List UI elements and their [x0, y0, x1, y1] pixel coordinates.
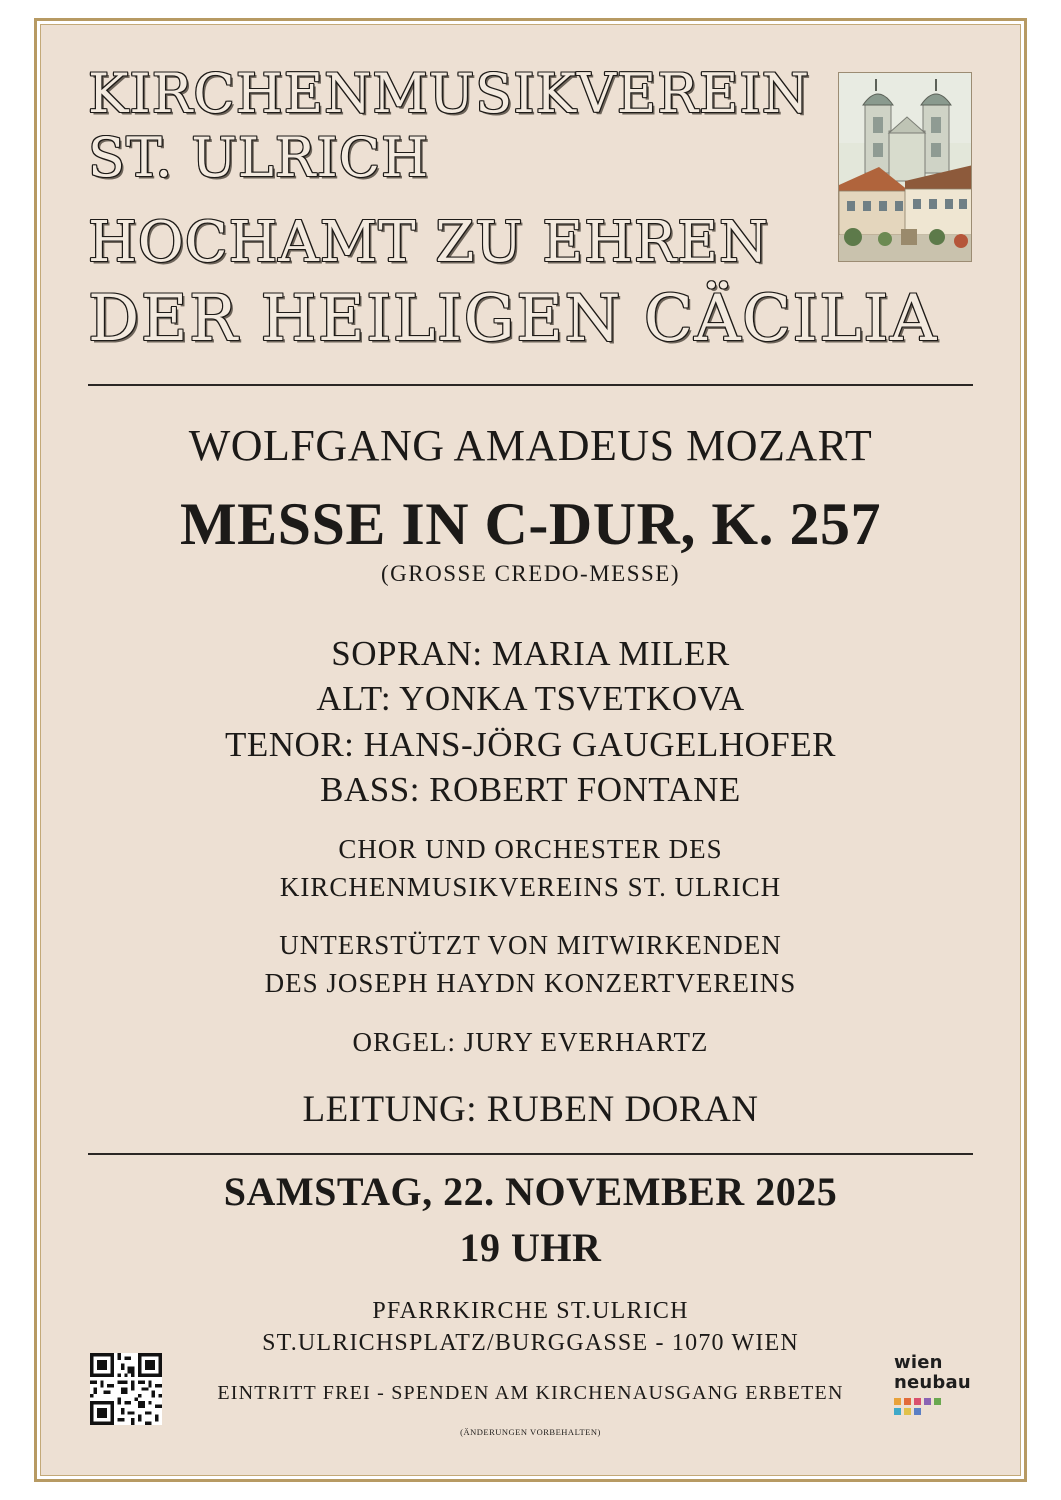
- venue-address: ST.ULRICHSPLATZ/BURGGASSE - 1070 WIEN: [262, 1330, 799, 1356]
- club-name-line2: ST. ULRICH: [88, 126, 430, 189]
- logo-square: [894, 1408, 901, 1415]
- soloist-soprano: SOPRAN: MARIA MILER: [331, 634, 730, 673]
- club-name-line1: KIRCHENMUSIKVEREIN: [88, 62, 810, 125]
- logo-square: [894, 1398, 901, 1405]
- support-line2: DES JOSEPH HAYDN KONZERTVEREINS: [264, 968, 797, 998]
- event-title-line1: HOCHAMT ZU EHREN: [88, 210, 770, 275]
- qr-code[interactable]: [90, 1353, 162, 1425]
- work-subtitle: (GROSSE CREDO-MESSE): [380, 561, 680, 586]
- organist: ORGEL: JURY EVERHARTZ: [352, 1027, 709, 1057]
- church-painting: [838, 72, 972, 262]
- choir-line1: CHOR UND ORCHESTER DES: [338, 834, 723, 864]
- soloist-bass: BASS: ROBERT FONTANE: [320, 770, 741, 809]
- event-title-line2: DER HEILIGEN CÄCILIA: [88, 282, 938, 356]
- soloist-tenor: TENOR: HANS-JÖRG GAUGELHOFER: [225, 725, 836, 764]
- venue-name: PFARRKIRCHE ST.ULRICH: [372, 1298, 689, 1324]
- choir-line2: KIRCHENMUSIKVEREINS ST. ULRICH: [279, 872, 782, 902]
- logo-square: [914, 1408, 921, 1415]
- concert-time: 19 UHR: [459, 1225, 602, 1270]
- logo-text-line2: neubau: [894, 1372, 971, 1393]
- work-title: MESSE IN C-DUR, K. 257: [179, 491, 882, 557]
- logo-square: [904, 1408, 911, 1415]
- logo-square: [914, 1398, 921, 1405]
- soloist-alto: ALT: YONKA TSVETKOVA: [316, 679, 745, 718]
- logo-text-line1: wien: [894, 1352, 943, 1373]
- composer: WOLFGANG AMADEUS MOZART: [188, 421, 873, 470]
- logo-square: [904, 1398, 911, 1405]
- conductor: LEITUNG: RUBEN DORAN: [302, 1089, 759, 1130]
- concert-date: SAMSTAG, 22. NOVEMBER 2025: [223, 1169, 838, 1214]
- entry-note: EINTRITT FREI - SPENDEN AM KIRCHENAUSGANG ERBETEN: [217, 1382, 844, 1404]
- logo-color-squares: [894, 1398, 942, 1415]
- divider-bottom: [88, 1153, 973, 1155]
- logo-square: [924, 1398, 931, 1405]
- divider-top: [88, 384, 973, 386]
- support-line1: UNTERSTÜTZT VON MITWIRKENDEN: [279, 930, 782, 960]
- wien-neubau-logo: [894, 1353, 978, 1423]
- logo-square: [934, 1398, 941, 1405]
- changes-note: (ÄNDERUNGEN VORBEHALTEN): [460, 1427, 601, 1437]
